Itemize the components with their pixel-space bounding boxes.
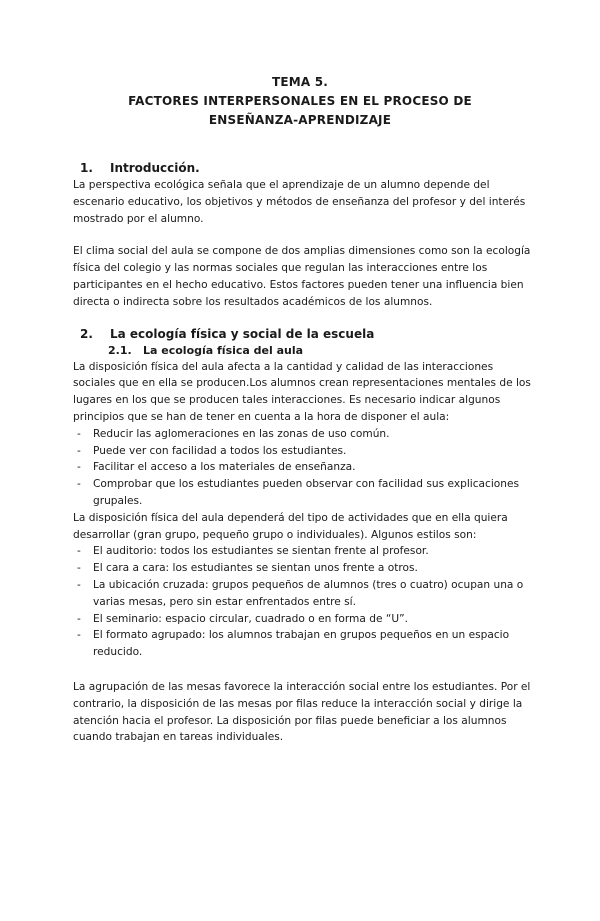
document-page — [0, 73, 600, 921]
list-item: - Reducir las aglomeraciones en las zonas de uso común. — [73, 426, 535, 443]
doc-title-line1: TEMA 5. — [271, 75, 329, 89]
list-item: - El formato agrupado: los alumnos trabajan en grupos pequeños en un espacio reducido. — [73, 627, 535, 661]
list-item: - Facilitar el acceso a los materiales de enseñanza. — [73, 459, 535, 476]
section-2-paragraph-2: La disposición física del aula dependerá del tipo de actividades que en ella quiera desarrollar (gran grupo, pequeño grupo o individuales). Algunos estilos son: — [73, 511, 508, 541]
document-body — [0, 160, 600, 746]
section-1-title: Introducción. — [110, 161, 200, 175]
styles-list — [73, 543, 535, 661]
section-2-title: La ecología física y social de la escuela — [110, 326, 375, 341]
list-item: - El cara a cara: los estudiantes se sientan unos frente a otros. — [73, 560, 535, 577]
doc-title-line2: FACTORES INTERPERSONALES EN EL PROCESO DE — [128, 94, 472, 108]
section-1-paragraph-2: El clima social del aula se compone de dos amplias dimensiones como son la ecología física del colegio y las normas sociales que regulan las interacciones entre los participantes en el hecho educativo. Estos factores pueden tener una influencia bien directa o indirecta sobre los resultados académicos de los alumnos. — [73, 245, 531, 308]
list-item: - Comprobar que los estudiantes pueden observar con facilidad sus explicaciones grupales. — [73, 476, 535, 510]
principles-list — [73, 426, 535, 510]
section-1-heading — [80, 160, 535, 177]
section-2-paragraph-3: La agrupación de las mesas favorece la interacción social entre los estudiantes. Por el contrario, la disposición de las mesas por filas reduce la interacción social y dirige la atención hacia el profesor. La disposición por filas puede beneficiar a los alumnos cuando trabajan en tareas individuales. — [73, 680, 531, 744]
section-2-number: 2. — [80, 326, 93, 341]
subsection-2-1-heading — [108, 343, 535, 359]
subsection-2-1-number: 2.1. — [108, 343, 132, 357]
list-item: - El seminario: espacio circular, cuadrado o en forma de “U”. — [73, 611, 535, 628]
section-1-paragraph-1: La perspectiva ecológica señala que el aprendizaje de un alumno depende del escenario educativo, los objetivos y métodos de enseñanza del profesor y del interés mostrado por el alumno. — [73, 179, 526, 225]
list-item: - Puede ver con facilidad a todos los estudiantes. — [73, 443, 535, 460]
subsection-2-1-title: La ecología física del aula — [143, 343, 304, 357]
section-1-number: 1. — [80, 161, 93, 175]
list-item: - El auditorio: todos los estudiantes se sientan frente al profesor. — [73, 543, 535, 560]
doc-title-line3: ENSEÑANZA-APRENDIZAJE — [208, 113, 392, 127]
list-item: - La ubicación cruzada: grupos pequeños de alumnos (tres o cuatro) ocupan una o varias mesas, pero sin estar enfrentados entre sí. — [73, 577, 535, 611]
section-2-heading — [80, 326, 535, 343]
section-2-paragraph-1: La disposición física del aula afecta a la cantidad y calidad de las interacciones sociales que en ella se producen.Los alumnos crean representaciones mentales de los lugares en los que se producen tales interacciones. Es necesario indicar algunos principios que se han de tener en cuenta a la hora de disponer el aula: — [73, 360, 531, 423]
